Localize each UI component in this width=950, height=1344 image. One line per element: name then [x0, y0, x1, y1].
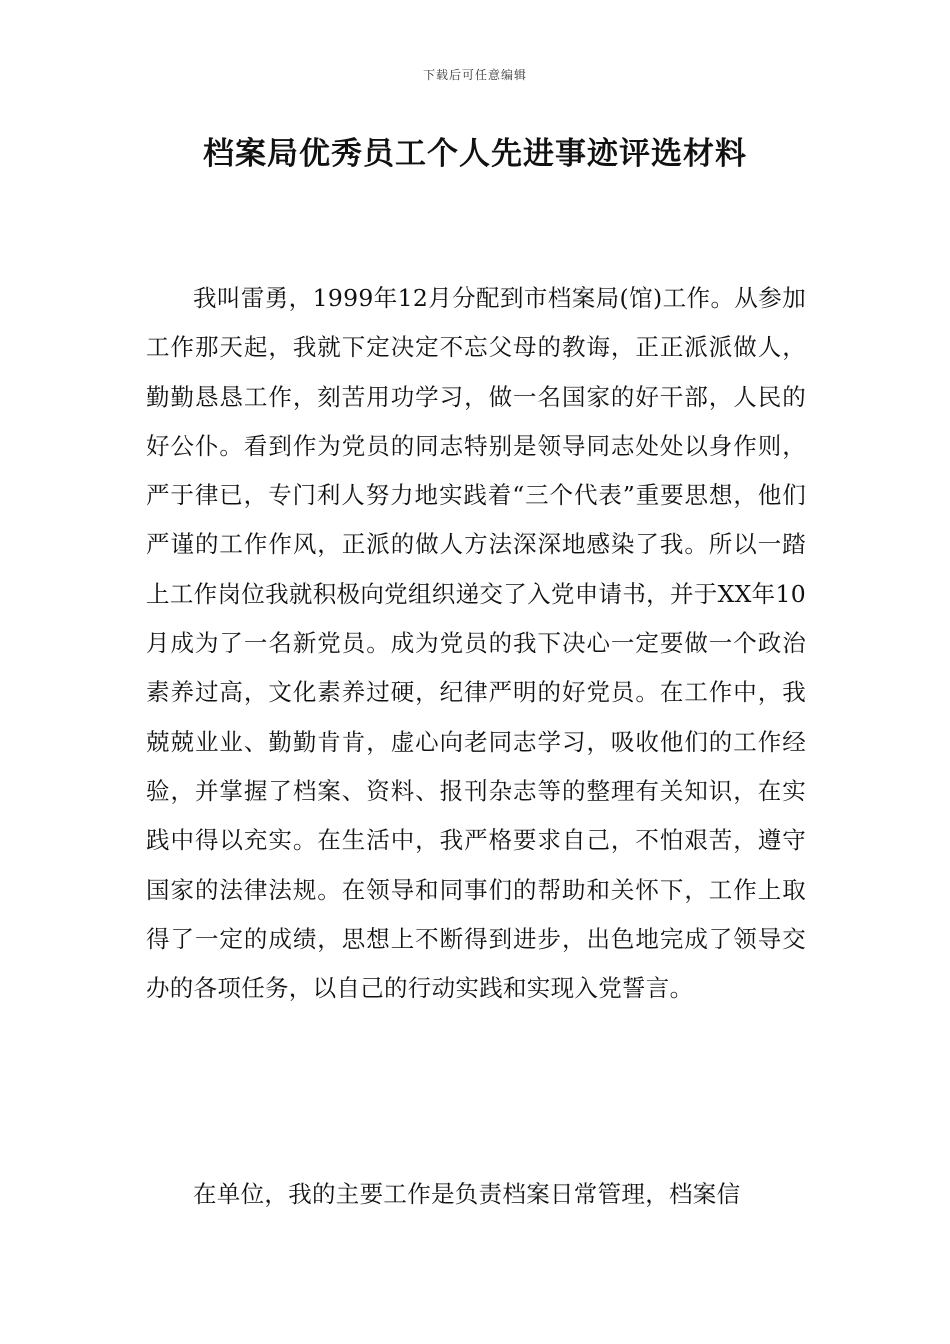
body-paragraph: 我叫雷勇，1999年12月分配到市档案局(馆)工作。从参加工作那天起，我就下定决定不忘父母的教诲，正正派派做人，勤勤恳恳工作，刻苦用功学习，做一名国家的好干部，人民的好公仆。看到作为党员的同志特别是领导同志处处以身作则，严于律已，专门利人努力地实践着“三个代表”重要思想，他们严谨的工作作风，正派的做人方法深深地感染了我。所以一踏上工作岗位我就积极向党组织递交了入党申请书，并于XX年10月成为了一名新党员。成为党员的我下决心一定要做一个政治素养过高，文化素养过硬，纪律严明的好党员。在工作中，我兢兢业业、勤勤肯肯，虚心向老同志学习，吸收他们的工作经验，并掌握了档案、资料、报刊杂志等的整理有关知识，在实践中得以充实。在生活中，我严格要求自己，不怕艰苦，遵守国家的法律法规。在领导和同事们的帮助和关怀下，工作上取得了一定的成绩，思想上不断得到进步，出色地完成了领导交办的各项任务，以自己的行动实践和实现入党誓言。	[146, 284, 806, 1003]
document-title: 档案局优秀员工个人先进事迹评选材料	[203, 136, 747, 172]
header-note: 下载后可任意编辑	[422, 68, 527, 82]
body-paragraph: 在单位，我的主要工作是负责档案日常管理，档案信	[193, 1180, 741, 1208]
